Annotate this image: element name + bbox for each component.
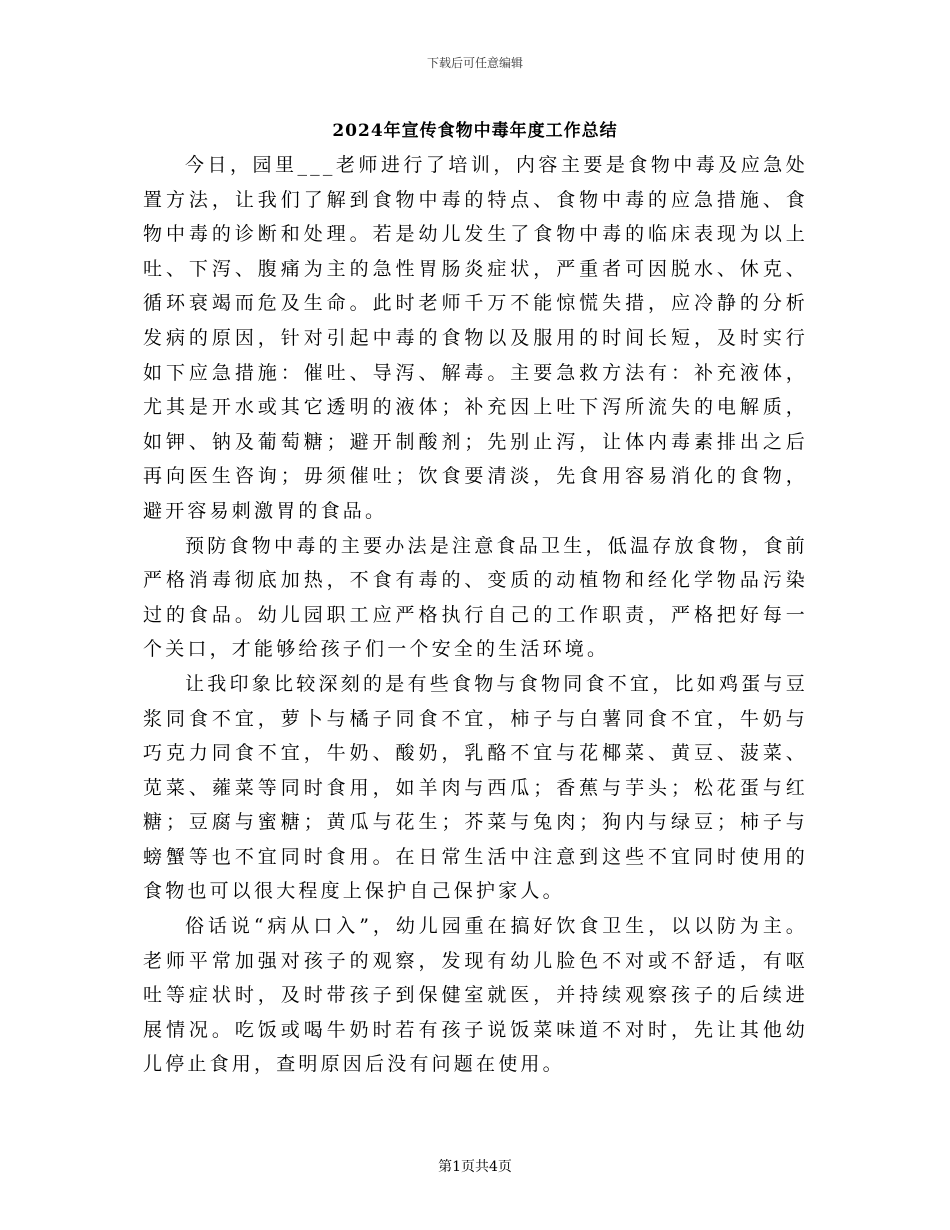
- document-title: 2024年宣传食物中毒年度工作总结: [332, 121, 618, 141]
- document-body: [143, 148, 808, 1082]
- header-note: 下载后可任意编辑: [426, 56, 523, 70]
- paragraph-2: 预防食物中毒的主要办法是注意食品卫生，低温存放食物，食前严格消毒彻底加热，不食有毒的、变质的动植物和经化学物品污染过的食品。幼儿园职工应严格执行自己的工作职责，严格把好每一个关口，才能够给孩子们一个安全的生活环境。: [143, 534, 808, 661]
- page-number: 第1页共4页: [438, 1159, 512, 1175]
- paragraph-4: 俗话说“病从口入”，幼儿园重在搞好饮食卫生，以以防为主。老师平常加强对孩子的观察，发现有幼儿脸色不对或不舒适，有呕吐等症状时，及时带孩子到保健室就医，并持续观察孩子的后续进展情况。吃饭或喝牛奶时若有孩子说饭菜味道不对时，先让其他幼儿停止食用，查明原因后没有问题在使用。: [143, 915, 808, 1076]
- paragraph-1: 今日，园里___老师进行了培训，内容主要是食物中毒及应急处置方法，让我们了解到食物中毒的特点、食物中毒的应急措施、食物中毒的诊断和处理。若是幼儿发生了食物中毒的临床表现为以上吐、下泻、腹痛为主的急性胃肠炎症状，严重者可因脱水、休克、循环衰竭而危及生命。此时老师千万不能惊慌失措，应冷静的分析发病的原因，针对引起中毒的食物以及服用的时间长短，及时实行如下应急措施：催吐、导泻、解毒。主要急救方法有：补充液体，尤其是开水或其它透明的液体；补充因上吐下泻所流失的电解质，如钾、钠及葡萄糖；避开制酸剂；先别止泻，让体内毒素排出之后再向医生咨询；毋须催吐；饮食要清淡，先食用容易消化的食物，避开容易刺激胃的食品。: [143, 154, 808, 522]
- paragraph-3: 让我印象比较深刻的是有些食物与食物同食不宜，比如鸡蛋与豆浆同食不宜，萝卜与橘子同食不宜，柿子与白薯同食不宜，牛奶与巧克力同食不宜，牛奶、酸奶，乳酪不宜与花椰菜、黄豆、菠菜、苋菜、蕹菜等同时食用，如羊肉与西瓜；香蕉与芋头；松花蛋与红糖；豆腐与蜜糖；黄瓜与花生；芥菜与兔肉；狗内与绿豆；柿子与螃蟹等也不宜同时食用。在日常生活中注意到这些不宜同时使用的食物也可以很大程度上保护自己保护家人。: [143, 672, 808, 903]
